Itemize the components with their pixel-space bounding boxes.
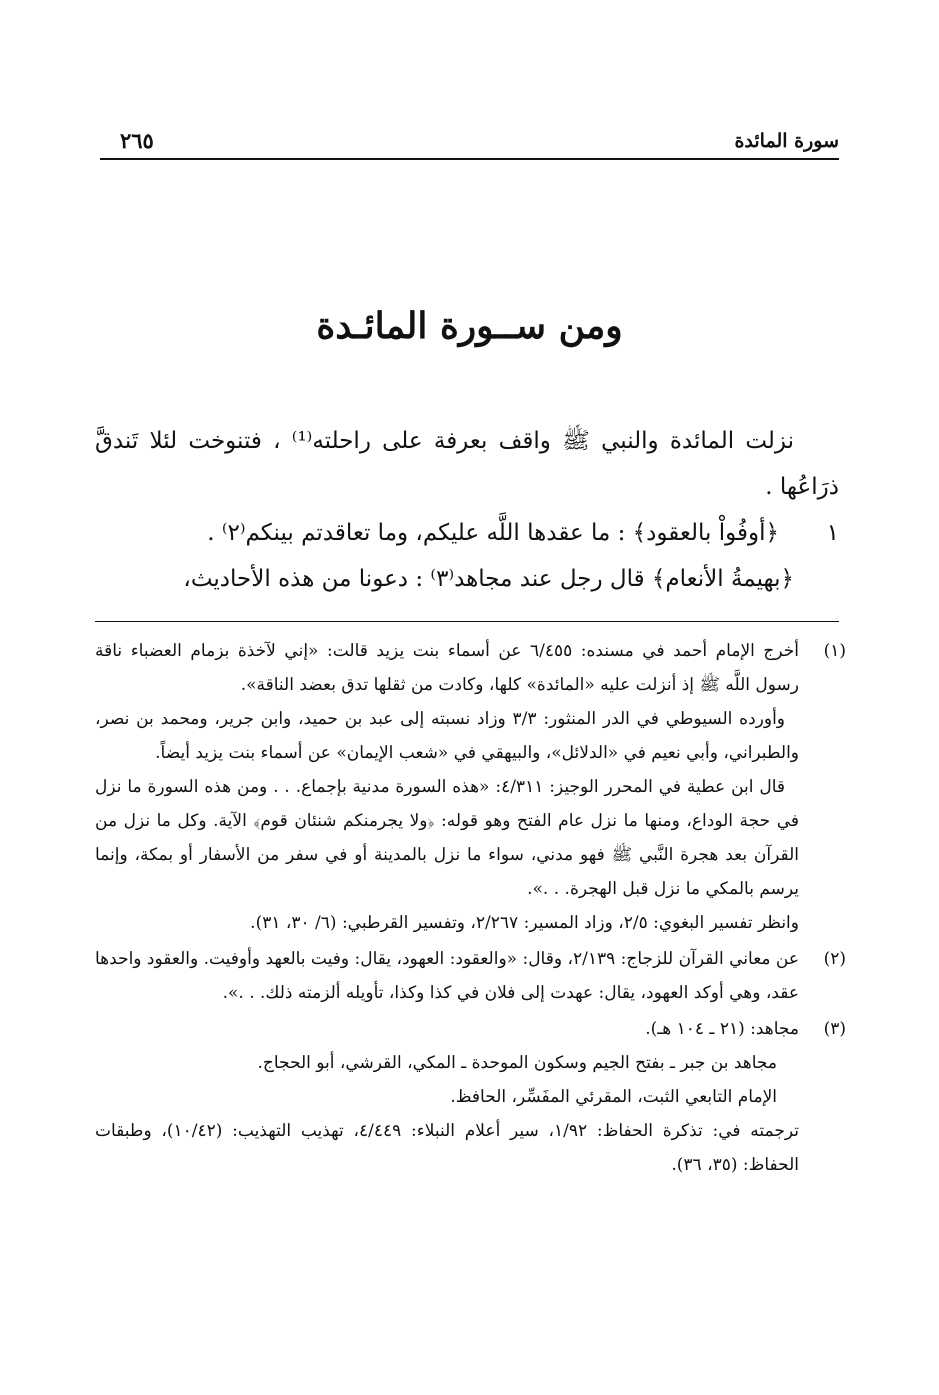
- footnote-paragraph: أخرج الإمام أحمد في مسنده: ٦/٤٥٥ عن أسماء بنت يزيد قالت: «إني لآخذة بزمام العضباء ناقة رسول اللَّه ﷺ إذ أنزلت عليه «المائدة» كلها، وكادت من ثقلها تدق بعضد الناقة».: [95, 641, 799, 695]
- footnote-paragraph: قال ابن عطية في المحرر الوجيز: ٤/٣١١: «هذه السورة مدنية بإجماع. . . ومن هذه السورة ما نزل في حجة الوداع، ومنها ما نزل عام الفتح وهو قوله: ﴿ولا يجرمنكم شنئان قوم﴾ الآية. وكل ما نزل من القرآن بعد هجرة النَّبي ﷺ فهو مدني، سواء ما نزل بالمدينة أو في سفر من الأسفار أو بمكة، وإنما يرسم بالمكي ما نزل قبل الهجرة. . .».: [95, 777, 799, 899]
- numbered-entry: [95, 510, 839, 556]
- footnotes: [95, 634, 846, 1184]
- footnote-separator: [95, 621, 839, 622]
- footnote-number: (٢): [823, 949, 846, 969]
- entry-text: ﴿أوفُواْ بالعقود﴾ : ما عقدها اللَّه عليكم، وما تعاقدتم بينكم⁽٢⁾ .: [207, 520, 779, 546]
- footnote-1: [95, 634, 846, 940]
- footnote-paragraph: مجاهد بن جبر ـ بفتح الجيم وسكون الموحدة ـ المكي، القرشي، أبو الحجاج.: [257, 1053, 777, 1073]
- chapter-title: ومن ســورة المائـدة: [316, 305, 623, 347]
- continuation-paragraph: ﴿بهيمةُ الأنعام﴾ قال رجل عند مجاهد⁽٣⁾ : دعونا من هذه الأحاديث،: [183, 566, 794, 592]
- main-text: [95, 418, 839, 602]
- footnote-paragraph: الإمام التابعي الثبت، المقرئي المفَسِّر، الحافظ.: [450, 1087, 777, 1107]
- footnote-3: [95, 1012, 846, 1182]
- footnote-paragraph: وأورده السيوطي في الدر المنثور: ٣/٣ وزاد نسبته إلى عبد بن حميد، وابن جرير، ومحمد بن نصر، والطبراني، وأبي نعيم في «الدلائل»، والبيهقي في «شعب الإيمان» عن أسماء بنت يزيد أيضاً.: [95, 709, 799, 763]
- header-rule: [100, 158, 839, 160]
- footnote-paragraph: ترجمته في: تذكرة الحفاظ: ١/٩٢، سير أعلام النبلاء: ٤/٤٤٩، تهذيب التهذيب: (١٠/٤٢)، وطبقات الحفاظ: (٣٥، ٣٦).: [95, 1121, 799, 1175]
- footnote-number: (٣): [823, 1019, 846, 1039]
- page-number: ٢٦٥: [120, 128, 154, 153]
- footnote-2: [95, 942, 846, 1010]
- intro-paragraph: نزلت المائدة والنبي ﷺ واقف بعرفة على راحلته⁽¹⁾ ، فتنوخت لئلا تَندقَّ ذرَاعُها .: [95, 428, 839, 500]
- footnote-number: (١): [823, 641, 846, 661]
- footnote-paragraph: مجاهد: (٢١ ـ ١٠٤ هـ).: [645, 1019, 799, 1039]
- entry-number: ١: [826, 520, 839, 546]
- running-header: [100, 124, 839, 160]
- footnote-paragraph: عن معاني القرآن للزجاج: ٢/١٣٩، وقال: «والعقود: العهود، يقال: وفيت بالعهد وأوفيت. والعقود واحدها عقد، وهي أوكد العهود، يقال: عهدت إلى فلان في كذا وكذا، تأويله ألزمته ذلك. . .».: [95, 949, 799, 1003]
- running-header-title: سورة المائدة: [734, 130, 839, 152]
- footnote-paragraph: وانظر تفسير البغوي: ٢/٥، وزاد المسير: ٢/٢٦٧، وتفسير القرطبي: (٦/ ٣٠، ٣١).: [250, 913, 799, 933]
